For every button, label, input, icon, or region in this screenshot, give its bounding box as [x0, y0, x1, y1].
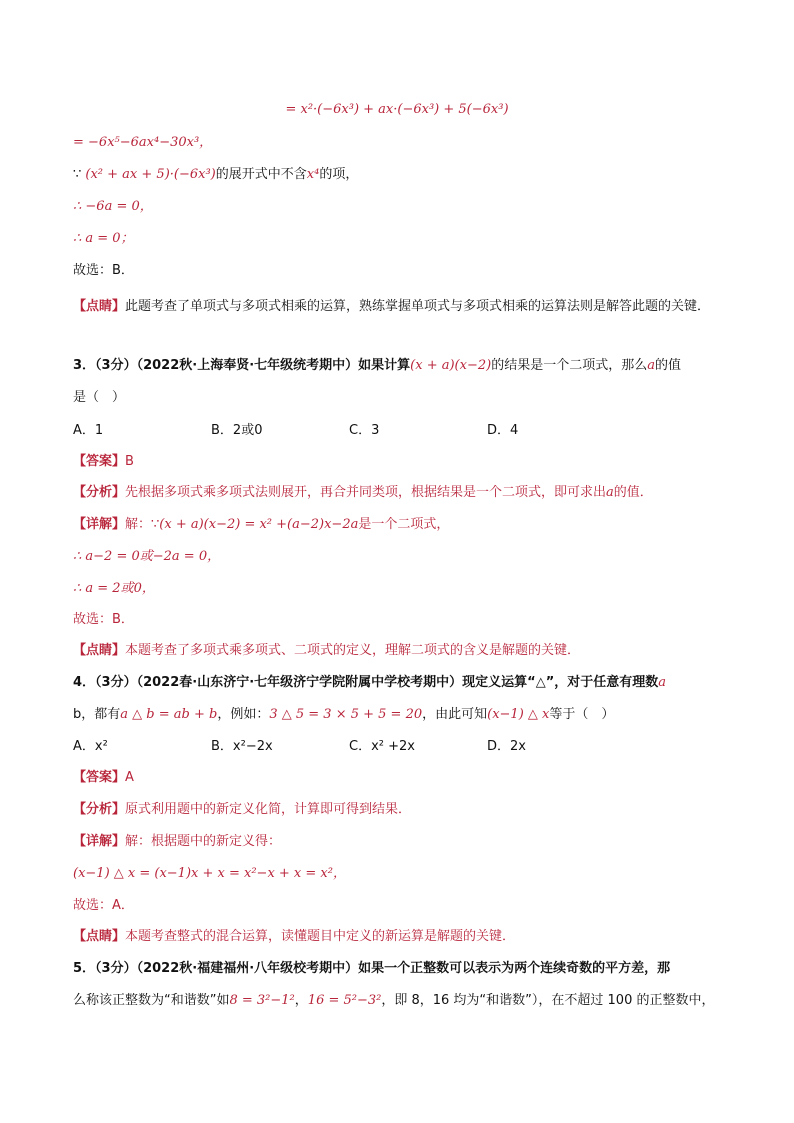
question-text: 5．（3分）（2022秋·福建福州·八年级校考期中）如果一个正整数可以表示为两个连续奇数的平方差，那: [73, 961, 671, 976]
choice-line: 故选：B．: [73, 612, 134, 627]
math-expression: x⁴: [306, 167, 320, 182]
analysis-text: 的值．: [613, 485, 653, 500]
comment-text: 本题考查整式的混合运算，读懂题目中定义的新运算是解题的关键．: [125, 929, 516, 944]
math-variable: a: [647, 358, 655, 373]
question-text: 的结果是一个二项式，那么: [491, 358, 648, 373]
math-expression: (x + a)(x−2): [410, 358, 492, 373]
math-expression: (x² + ax + 5)·(−6x³): [85, 167, 216, 182]
option-d: D．4: [487, 423, 519, 438]
equation-line: ∴ a = 0；: [73, 231, 134, 246]
question-text: ，即 8，16 均为“和谐数”），在不超过 100 的正整数中，: [381, 993, 715, 1008]
option-b: B．x²−2x: [211, 739, 273, 754]
question-4-stem: [73, 673, 666, 693]
detail-text: 解：∵: [125, 517, 160, 532]
question-text: 的值: [654, 358, 681, 373]
question-4-options: [73, 737, 625, 757]
math-expression: 16 = 5²−3²: [307, 993, 382, 1008]
option-c: C．3: [349, 423, 380, 438]
question-text: ，例如：: [217, 707, 270, 722]
math-variable: a: [606, 485, 614, 500]
reason-line: [73, 165, 358, 185]
math-expression: (x + a)(x−2) = x² +(a−2)x−2a: [159, 517, 359, 532]
analysis-tag: 【分析】: [73, 485, 126, 500]
equation-line: = −6x⁵−6ax⁴−30x³，: [73, 135, 213, 150]
answer-line: [73, 452, 134, 472]
detail-tag: 【详解】: [73, 834, 126, 849]
comment-text: 此题考查了单项式与多项式相乘的运算，熟练掌握单项式与多项式相乘的运算法则是解答此题的关键．: [125, 299, 711, 314]
because-symbol: ∵: [73, 167, 86, 182]
question-4-stem-cont: [73, 705, 614, 725]
detail-text: 解：根据题中的新定义得：: [125, 834, 282, 849]
option-c: C．x² +2x: [349, 739, 415, 754]
question-text: 3．（3分）（2022秋·上海奉贤·七年级统考期中）如果计算: [73, 358, 411, 373]
analysis-text: 先根据多项式乘多项式法则展开，再合并同类项，根据结果是一个二项式，即可求出: [125, 485, 607, 500]
math-expression: 8 = 3²−1²: [229, 993, 295, 1008]
choice-line: 故选：A．: [73, 898, 134, 913]
question-3-stem: [73, 356, 681, 376]
question-text: 等于（ ）: [549, 707, 615, 722]
detail-line: [73, 832, 281, 852]
comment-tag: 【点睛】: [73, 643, 126, 658]
option-b: B．2或0: [211, 423, 263, 438]
comment-paragraph: [73, 292, 723, 322]
question-3-options: [73, 421, 625, 441]
detail-text: 是一个二项式，: [358, 517, 450, 532]
question-5-stem: [73, 959, 670, 979]
option-a: A．1: [73, 423, 104, 438]
math-expression: (x−1) △ x: [487, 707, 550, 722]
math-expression: 3 △ 5 = 3 × 5 + 5 = 20: [269, 707, 423, 722]
comment-tag: 【点睛】: [73, 929, 126, 944]
answer-tag: 【答案】: [73, 454, 126, 469]
option-a: A．x²: [73, 739, 108, 754]
analysis-line: [73, 483, 653, 503]
comment-line: [73, 641, 580, 661]
equation-line: (x−1) △ x = (x−1)x + x = x²−x + x = x²，: [73, 866, 346, 881]
answer-tag: 【答案】: [73, 770, 126, 785]
text-fragment: 的展开式中不含: [215, 167, 307, 182]
text-fragment: 的项，: [319, 167, 359, 182]
question-text: 4．（3分）（2022春·山东济宁·七年级济宁学院附属中学校考期中）现定义运算“△”，对于任意有理数: [73, 675, 659, 690]
analysis-tag: 【分析】: [73, 802, 126, 817]
detail-line: [73, 515, 449, 535]
answer-value: A: [125, 770, 134, 785]
analysis-line: [73, 800, 411, 820]
question-text: 么称该正整数为“和谐数”如: [73, 993, 230, 1008]
analysis-text: 原式利用题中的新定义化简，计算即可得到结果．: [125, 802, 412, 817]
equation-line: ∴ −6a = 0，: [73, 199, 153, 214]
answer-value: B: [125, 454, 134, 469]
equation-line: ∴ a = 2或0，: [73, 581, 155, 596]
comment-tag: 【点睛】: [73, 299, 126, 314]
comment-text: 本题考查了多项式乘多项式、二项式的定义，理解二项式的含义是解题的关键．: [125, 643, 581, 658]
equation-line: = x²·(−6x³) + ax·(−6x³) + 5(−6x³): [285, 102, 509, 117]
equation-line: ∴ a−2 = 0或−2a = 0，: [73, 549, 221, 564]
question-5-stem-cont: [73, 991, 715, 1011]
question-text: ，: [294, 993, 308, 1008]
math-variable: a: [658, 675, 667, 690]
question-text: ，由此可知: [422, 707, 488, 722]
question-text: b，都有: [73, 707, 121, 722]
question-3-stem-cont: 是（ ）: [73, 390, 126, 405]
choice-line: 故选：B．: [73, 263, 134, 278]
option-d: D．2x: [487, 739, 526, 754]
detail-tag: 【详解】: [73, 517, 126, 532]
comment-line: [73, 927, 515, 947]
math-expression: a △ b = ab + b: [120, 707, 218, 722]
answer-line: [73, 768, 134, 788]
